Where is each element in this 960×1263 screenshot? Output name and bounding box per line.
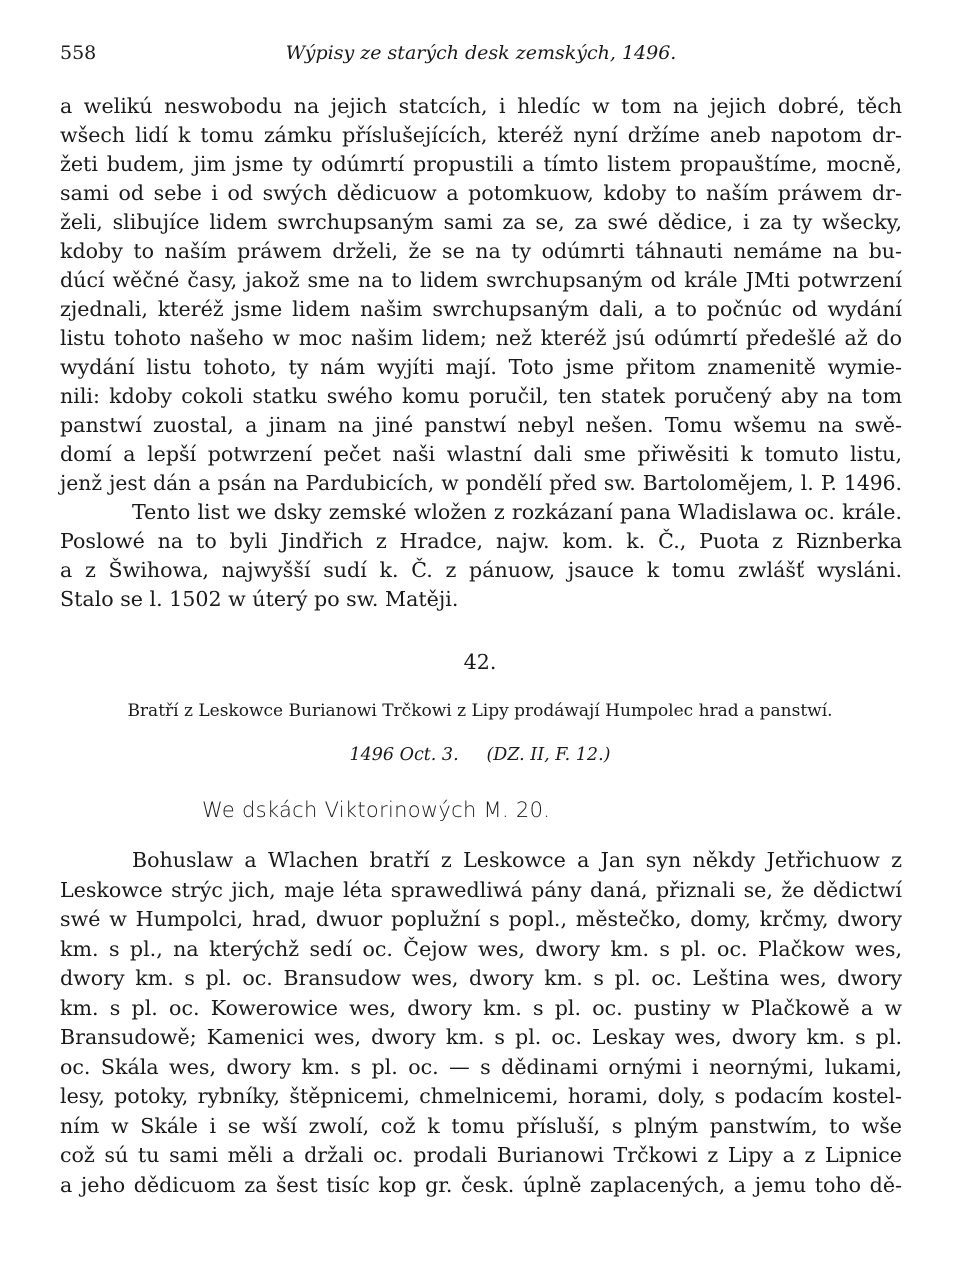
- text-line: želi, slibujíce lidem swrchupsaným sami za se, za swé dědice, i za ty wšecky,: [60, 210, 902, 234]
- text-line: jenž jest dán a psán na Pardubicích, w pondělí před sw. Bartolomějem, l. P. 1496.: [60, 471, 902, 495]
- text-line: Tento list we dsky zemské wložen z rozkázaní pana Wladislawa oc. krále.: [132, 500, 902, 524]
- text-line: dúcí wěčné časy, jakož sme na to lidem swrchupsaným od krále JMti potwrzení: [60, 268, 902, 292]
- text-line: žeti budem, jim jsme ty odúmrtí propustili a tímto listem propauštíme, mocně,: [60, 152, 902, 176]
- page-number: 558: [60, 42, 97, 64]
- page-header: [60, 42, 902, 78]
- text-line: panstwí zuostal, a jinam na jiné panstwí nebyl nešen. Tomu wšemu na swě-: [60, 413, 902, 437]
- running-title: Wýpisy ze starých desk zemských, 1496.: [285, 42, 677, 64]
- text-line: oc. Skála wes, dwory km. s pl. oc. — s dědinami ornými i neornými, lukami,: [60, 1054, 902, 1079]
- text-line: domí a lepší potwrzení pečet naši wlastní dali sme přiwěsiti k tomuto listu,: [60, 442, 902, 466]
- document-date: 1496 Oct. 3.: [349, 745, 459, 765]
- text-line: Poslowé na to byli Jindřich z Hradce, najw. kom. k. Č., Puota z Riznberka: [60, 529, 902, 553]
- text-line: km. s pl., na kterýchž sedí oc. Čejow wes, dwory km. s pl. oc. Plačkow wes,: [60, 936, 902, 961]
- text-line: lesy, potoky, rybníky, štěpnicemi, chmelnicemi, horami, doly, s podacím kostel-: [60, 1084, 902, 1108]
- text-line: Leskowce strýc jich, maje léta sprawedliwá pány daná, přiznali se, že dědictwí: [60, 877, 902, 902]
- document-number: 42.: [463, 650, 497, 674]
- text-line: ním w Skále i se wší zwolí, což k tomu přísluší, s plným panstwím, to wše: [60, 1113, 902, 1138]
- text-line: dwory km. s pl. oc. Bransudow wes, dwory km. s pl. oc. Leština wes, dwory: [60, 966, 902, 990]
- text-line: wydání listu tohoto, ty nám wyjíti mají. Toto jsme přitom znamenitě wymie-: [60, 355, 902, 379]
- text-line: Stalo se l. 1502 w úterý po sw. Matěji.: [60, 587, 459, 611]
- document-date-line: [0, 745, 960, 765]
- text-line: sami od sebe i od swých dědicuow a potomkuow, kdoby to naším práwem dr-: [60, 181, 902, 205]
- text-line: swé w Humpolci, hrad, dwuor poplužní s popl., městečko, domy, krčmy, dwory: [60, 907, 902, 931]
- text-line: zjednali, kteréž jsme lidem našim swrchupsaným dali, a to počnúc od wydání: [60, 297, 902, 321]
- text-line: nili: kdoby cokoli statku swého komu poručil, ten statek poručený aby na tom: [60, 384, 902, 408]
- text-line: a welikú neswobodu na jejich statcích, i hledíc w tom na jejich dobré, těch: [60, 94, 902, 118]
- text-line: což sú tu sami měli a držali oc. prodali Burianowi Trčkowi z Lipy a z Lipnice: [60, 1143, 902, 1167]
- text-line: wšech lidí k tomu zámku příslušejících, kteréž nyní držíme aneb napotom dr-: [60, 123, 902, 147]
- document-source-reference: (DZ. II, F. 12.): [486, 745, 611, 765]
- source-heading: We dskách Viktorinowých M. 20.: [202, 798, 551, 822]
- document-title: Bratří z Leskowce Burianowi Trčkowi z Lipy prodáwají Humpolec hrad a panstwí.: [127, 701, 833, 721]
- text-line: a z Šwihowa, najwyšší sudí k. Č. z pánuow, jsauce k tomu zwlášť wysláni.: [60, 558, 902, 582]
- text-line: Bohuslaw a Wlachen bratří z Leskowce a Jan syn někdy Jetřichuow z: [132, 848, 902, 872]
- text-line: kdoby to naším práwem drželi, že se na ty odúmrti táhnauti nemáme na bu-: [60, 239, 902, 263]
- text-line: listu tohoto našeho w moc našim lidem; než kteréž jsú odúmrtí předešlé až do: [60, 326, 902, 350]
- text-line: km. s pl. oc. Kowerowice wes, dwory km. s pl. oc. pustiny w Plačkowě a w: [60, 995, 902, 1020]
- text-line: Bransudowě; Kamenici wes, dwory km. s pl. oc. Leskay wes, dwory km. s pl.: [60, 1025, 902, 1049]
- text-line: a jeho dědicuom za šest tisíc kop gr. česk. úplně zaplacených, a jemu toho dě-: [60, 1172, 902, 1197]
